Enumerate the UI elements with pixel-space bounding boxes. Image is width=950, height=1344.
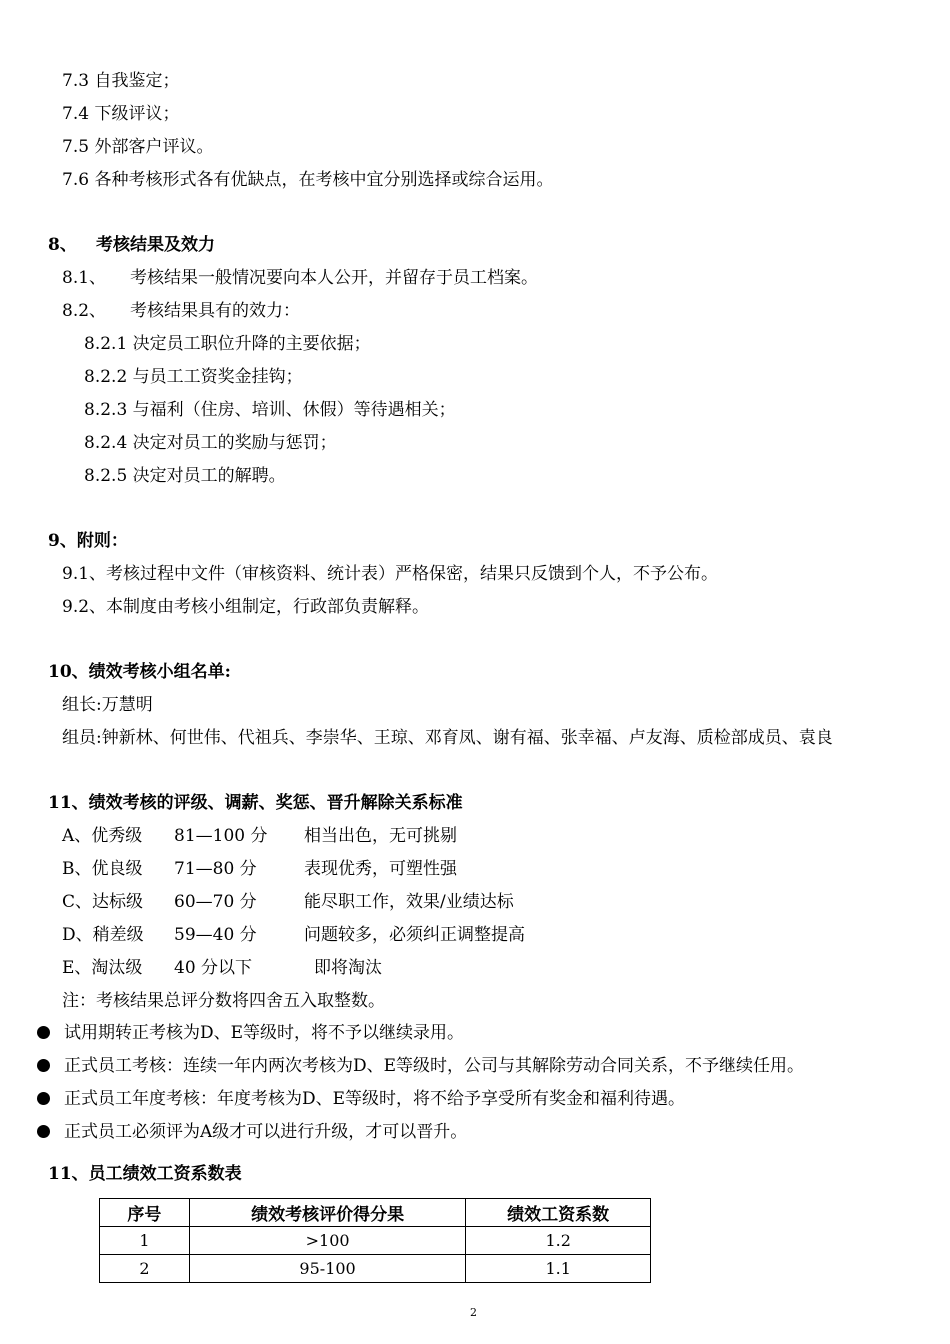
bullet-text: 正式员工必须评为A级才可以进行升级，才可以晋升。: [64, 1122, 468, 1142]
item-7-6: 7.6 各种考核形式各有优缺点，在考核中宜分别选择或综合运用。: [62, 170, 554, 190]
item-7-5: 7.5 外部客户评议。: [62, 137, 214, 157]
item-8-2-text: 考核结果具有的效力：: [130, 301, 300, 321]
grade-desc: 即将淘汰: [314, 958, 382, 978]
page-number: 2: [470, 1306, 477, 1319]
section-8-title: 考核结果及效力: [96, 235, 215, 255]
bullet-icon: [37, 1059, 50, 1072]
item-8-2-4: 8.2.4 决定对员工的奖励与惩罚；: [84, 433, 337, 453]
grade-range: 81—100 分: [174, 826, 268, 846]
bullet-text: 试用期转正考核为D、E等级时，将不予以继续录用。: [64, 1023, 465, 1043]
grade-level: A、优秀级: [62, 826, 143, 846]
item-8-1-text: 考核结果一般情况要向本人公开，并留存于员工档案。: [130, 268, 538, 288]
bullet-text: 正式员工年度考核：年度考核为D、E等级时，将不给予享受所有奖金和福利待遇。: [64, 1089, 686, 1109]
group-leader: 组长:万慧明: [62, 695, 153, 715]
bullet-icon: [37, 1092, 50, 1105]
grade-range: 71—80 分: [174, 859, 257, 879]
header-seq: 序号: [100, 1199, 190, 1227]
item-8-1-num: 8.1、: [62, 268, 107, 288]
section-10-title: 10、绩效考核小组名单:: [48, 662, 231, 682]
item-9-1: 9.1、考核过程中文件（审核资料、统计表）严格保密，结果只反馈到个人，不予公布。: [62, 564, 719, 584]
bullet-icon: [37, 1125, 50, 1138]
bullet-icon: [37, 1026, 50, 1039]
section-8-number: 8、: [48, 235, 77, 255]
group-members: 组员:钟新林、何世伟、代祖兵、李崇华、王琼、邓育凤、谢有福、张幸福、卢友海、质检部成员、袁良: [62, 728, 833, 748]
table-row: [100, 1227, 651, 1255]
item-7-3: 7.3 自我鉴定；: [62, 71, 180, 91]
grade-range: 59—40 分: [174, 925, 257, 945]
grade-range: 60—70 分: [174, 892, 257, 912]
coef-table: [99, 1198, 651, 1283]
grade-level: C、达标级: [62, 892, 144, 912]
item-8-2-num: 8.2、: [62, 301, 107, 321]
grade-note: 注：考核结果总评分数将四舍五入取整数。: [62, 991, 385, 1011]
cell-coef: 1.2: [466, 1227, 651, 1255]
header-score: 绩效考核评价得分果: [189, 1199, 465, 1227]
header-coef: 绩效工资系数: [466, 1199, 651, 1227]
section-9-title: 9、附则：: [48, 531, 128, 551]
grade-level: E、淘汰级: [62, 958, 143, 978]
item-8-2-3: 8.2.3 与福利（住房、培训、休假）等待遇相关；: [84, 400, 456, 420]
bullet-text: 正式员工考核：连续一年内两次考核为D、E等级时，公司与其解除劳动合同关系，不予继续任用。: [64, 1056, 805, 1076]
cell-score: >100: [189, 1227, 465, 1255]
grade-range: 40 分以下: [174, 958, 253, 978]
item-8-2-1: 8.2.1 决定员工职位升降的主要依据；: [84, 334, 371, 354]
table-row: [100, 1255, 651, 1283]
coef-table-title: 11、员工绩效工资系数表: [48, 1164, 242, 1184]
cell-seq: 1: [100, 1227, 190, 1255]
item-8-2-5: 8.2.5 决定对员工的解聘。: [84, 466, 286, 486]
grade-desc: 能尽职工作，效果/业绩达标: [304, 892, 514, 912]
grade-desc: 问题较多，必须纠正调整提高: [304, 925, 525, 945]
cell-score: 95-100: [189, 1255, 465, 1283]
cell-seq: 2: [100, 1255, 190, 1283]
section-11-title: 11、绩效考核的评级、调薪、奖惩、晋升解除关系标准: [48, 793, 463, 813]
table-header-row: [100, 1199, 651, 1227]
grade-desc: 表现优秀，可塑性强: [304, 859, 457, 879]
item-7-4: 7.4 下级评议；: [62, 104, 180, 124]
grade-desc: 相当出色，无可挑剔: [304, 826, 457, 846]
item-9-2: 9.2、本制度由考核小组制定，行政部负责解释。: [62, 597, 430, 617]
grade-level: D、稍差级: [62, 925, 144, 945]
item-8-2-2: 8.2.2 与员工工资奖金挂钩；: [84, 367, 303, 387]
grade-level: B、优良级: [62, 859, 143, 879]
cell-coef: 1.1: [466, 1255, 651, 1283]
